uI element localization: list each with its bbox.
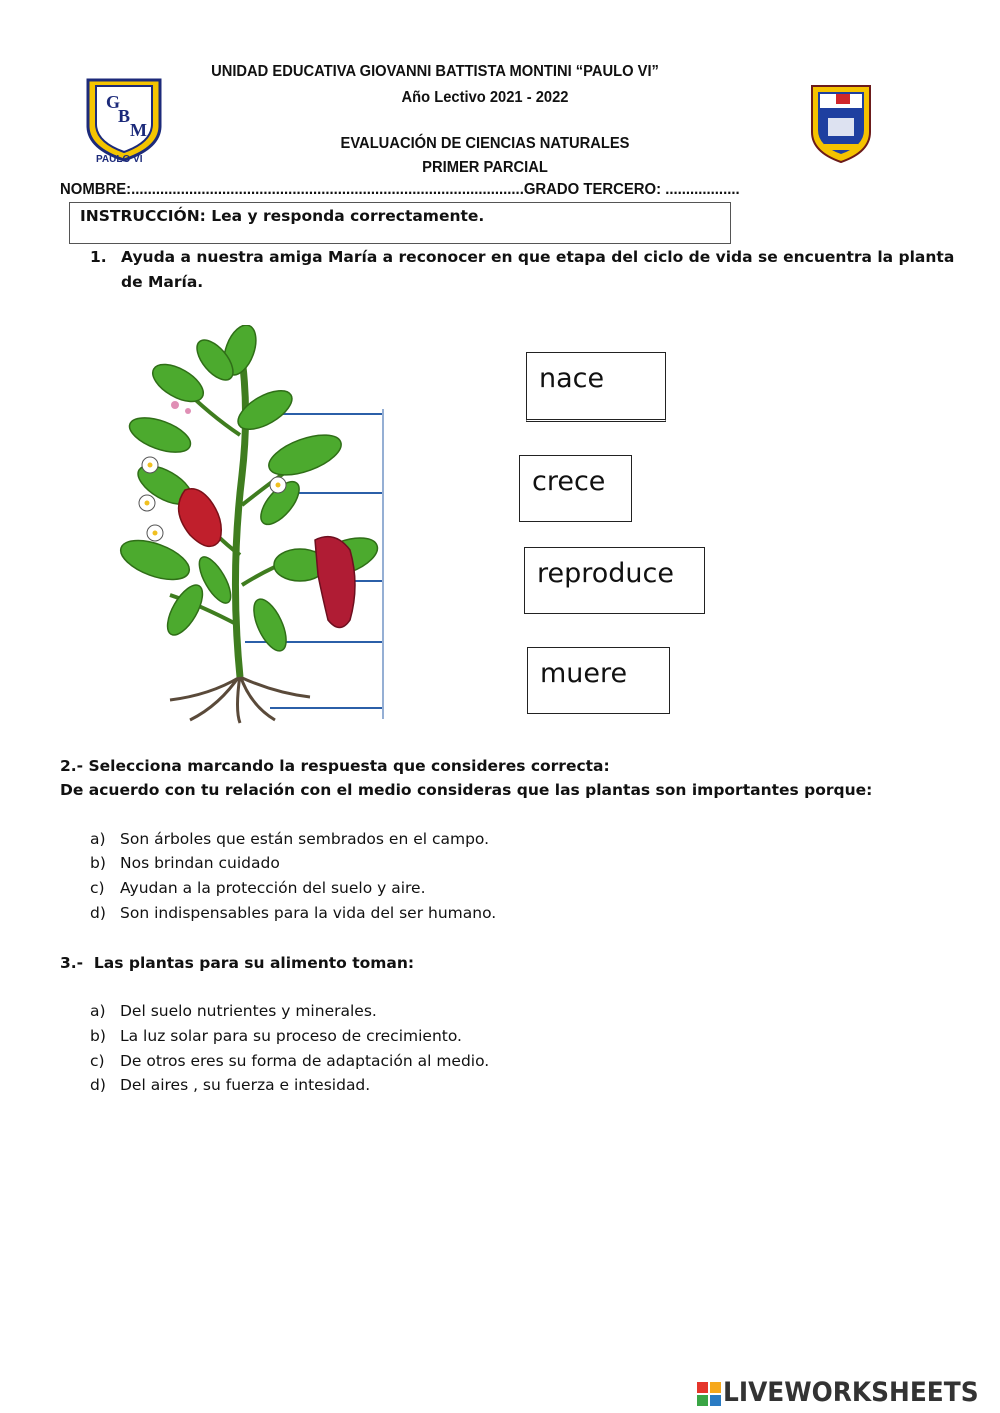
logo-letter-b: B — [118, 106, 131, 126]
word-box-reproduce[interactable]: reproduce — [524, 547, 705, 614]
liveworksheets-wordmark: LIVEWORKSHEETS — [723, 1377, 979, 1408]
option-letter: b) — [90, 1027, 106, 1045]
option-letter: c) — [90, 1052, 105, 1070]
option-letter: d) — [90, 904, 106, 922]
option-text: Del suelo nutrientes y minerales. — [120, 1002, 377, 1020]
option-letter: a) — [90, 1002, 106, 1020]
q1-text-line1: Ayuda a nuestra amiga María a reconocer en que etapa del ciclo de vida se encuentra la planta — [121, 248, 955, 266]
instruction-text: INSTRUCCIÓN: Lea y responda correctamente. — [80, 207, 485, 225]
option-text: La luz solar para su proceso de crecimiento. — [120, 1027, 462, 1045]
option-letter: b) — [90, 854, 106, 872]
school-name: UNIDAD EDUCATIVA GIOVANNI BATTISTA MONTINI “PAULO VI” — [211, 63, 659, 80]
logo-letter-g: G — [106, 92, 121, 112]
option-letter: a) — [90, 830, 106, 848]
word-box-nace[interactable]: nace — [526, 352, 666, 422]
q1-text-line2: de María. — [121, 273, 204, 291]
q1-number: 1. — [90, 248, 107, 266]
instruction-box — [69, 202, 731, 244]
q3-title: 3.- Las plantas para su alimento toman: — [60, 954, 415, 972]
option-letter: d) — [90, 1076, 106, 1094]
brand-square — [697, 1395, 708, 1406]
logo-caption: PAULO VI — [96, 154, 143, 165]
option-text: Del aires , su fuerza e intesidad. — [120, 1076, 371, 1094]
word-box-crece[interactable]: crece — [519, 455, 632, 522]
option-text: Son indispensables para la vida del ser humano. — [120, 904, 497, 922]
brand-square — [710, 1382, 721, 1393]
q2-title: 2.- Selecciona marcando la respuesta que consideres correcta: — [60, 757, 610, 775]
option-text: De otros eres su forma de adaptación al medio. — [120, 1052, 490, 1070]
liveworksheets-icon — [697, 1382, 721, 1406]
school-logo-left — [84, 76, 164, 168]
option-letter: c) — [90, 879, 105, 897]
liveworksheets-logo[interactable] — [697, 1377, 995, 1411]
option-text: Nos brindan cuidado — [120, 854, 280, 872]
logo-letter-m: M — [130, 120, 147, 140]
name-grade-line[interactable]: NOMBRE:...............................................................................................GRADO TERCERO: .................. — [60, 181, 740, 198]
exam-title: EVALUACIÓN DE CIENCIAS NATURALES — [340, 135, 630, 152]
option-text: Ayudan a la protección del suelo y aire. — [120, 879, 426, 897]
pepper-plant-image — [100, 325, 390, 725]
exam-term: PRIMER PARCIAL — [422, 159, 548, 176]
word-box-muere[interactable]: muere — [527, 647, 670, 714]
q2-subtitle: De acuerdo con tu relación con el medio consideras que las plantas son importantes porque: — [60, 781, 873, 799]
school-year: Año Lectivo 2021 - 2022 — [401, 89, 569, 106]
school-crest-right — [806, 80, 876, 166]
brand-square — [697, 1382, 708, 1393]
brand-square — [710, 1395, 721, 1406]
option-text: Son árboles que están sembrados en el campo. — [120, 830, 490, 848]
